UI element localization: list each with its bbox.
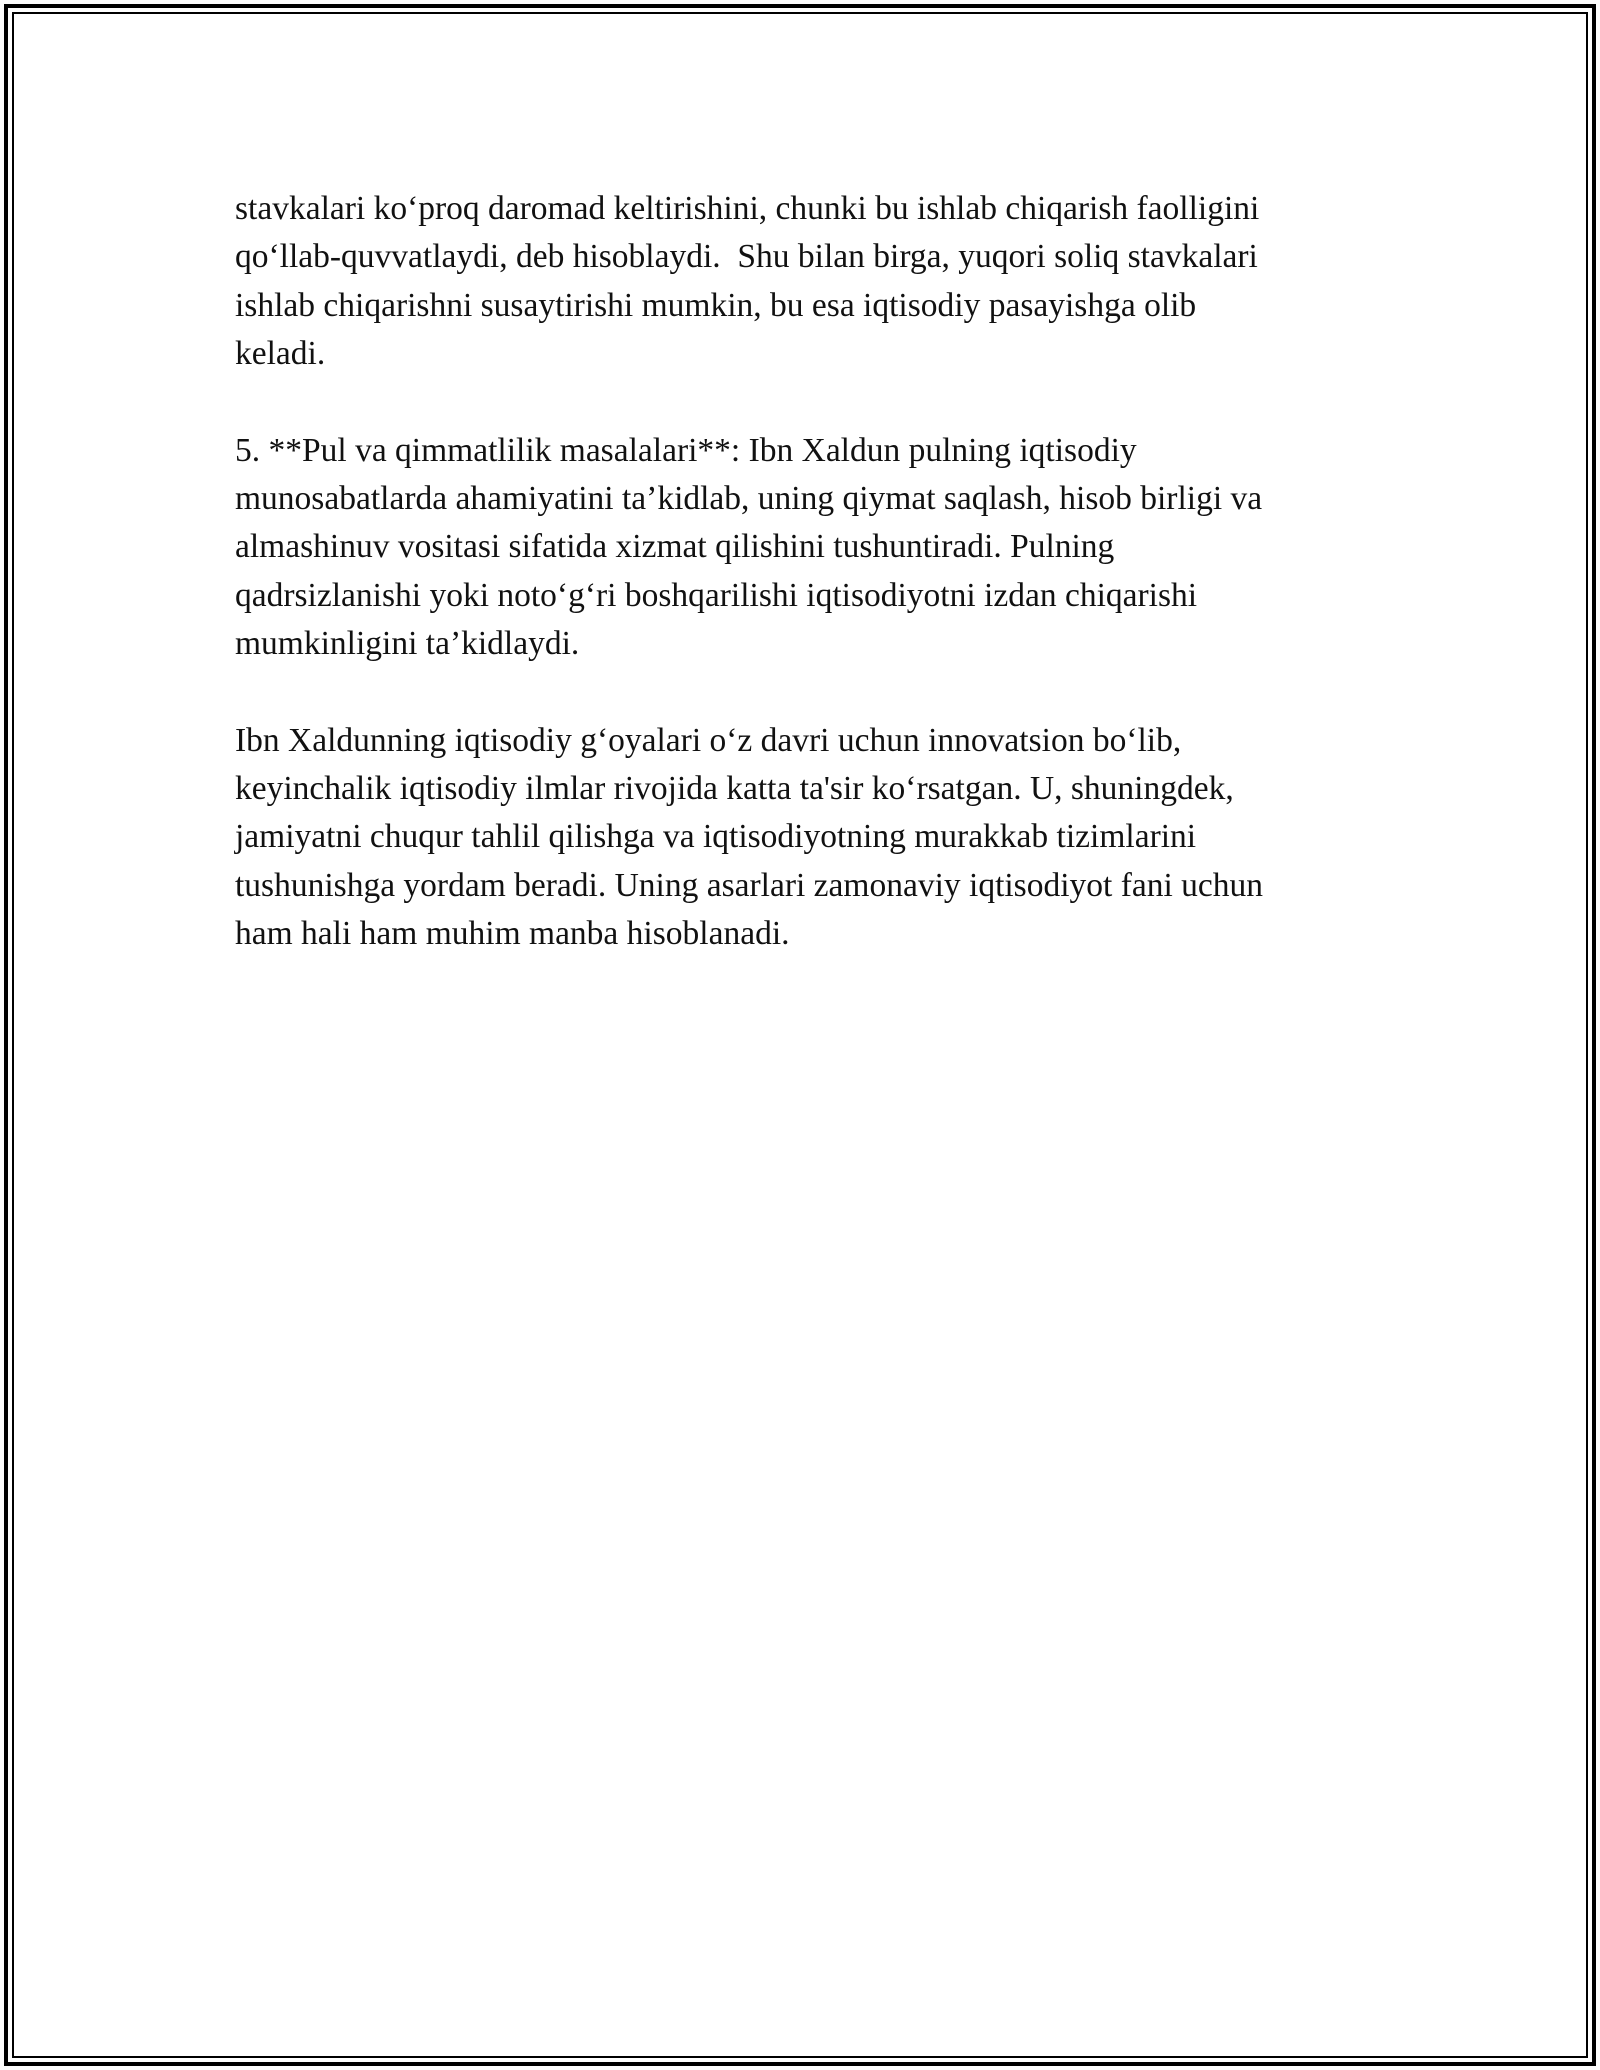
text-line: tushunishga yordam beradi. Uning asarlari zamonaviy iqtisodiyot fani uchun xyxy=(235,866,1264,904)
text-line: ishlab chiqarishni susaytirishi mumkin, bu esa iqtisodiy pasayishga olib xyxy=(235,286,1197,324)
document-body xyxy=(235,185,1375,1007)
text-line: keladi. xyxy=(235,335,326,373)
text-line: mumkinligini ta’kidlaydi. xyxy=(235,625,580,663)
text-line: jamiyatni chuqur tahlil qilishga va iqtisodiyotning murakkab tizimlarini xyxy=(235,818,1197,856)
text-line: 5. **Pul va qimmatlilik masalalari**: Ibn Xaldun pulning iqtisodiy xyxy=(235,431,1137,469)
paragraph-money-and-value xyxy=(235,427,1375,669)
text-line: ham hali ham muhim manba hisoblanadi. xyxy=(235,915,790,953)
text-line: stavkalari ko‘proq daromad keltirishini, chunki bu ishlab chiqarish faolligini xyxy=(235,190,1260,227)
text-line: qo‘llab-quvvatlaydi, deb hisoblaydi. Shu bilan birga, yuqori soliq stavkalari xyxy=(235,238,1258,276)
text-line: keyinchalik iqtisodiy ilmlar rivojida katta ta'sir ko‘rsatgan. U, shuningdek, xyxy=(235,770,1234,808)
text-line: almashinuv vositasi sifatida xizmat qilishini tushuntiradi. Pulning xyxy=(235,528,1115,566)
text-line: munosabatlarda ahamiyatini ta’kidlab, uning qiymat saqlash, hisob birligi va xyxy=(235,480,1263,518)
text-line: Ibn Xaldunning iqtisodiy g‘oyalari o‘z davri uchun innovatsion bo‘lib, xyxy=(235,721,1182,759)
paragraph-tax-rates xyxy=(235,185,1375,379)
text-line: qadrsizlanishi yoki noto‘g‘ri boshqarilishi iqtisodiyotni izdan chiqarishi xyxy=(235,576,1198,614)
paragraph-conclusion xyxy=(235,717,1375,959)
